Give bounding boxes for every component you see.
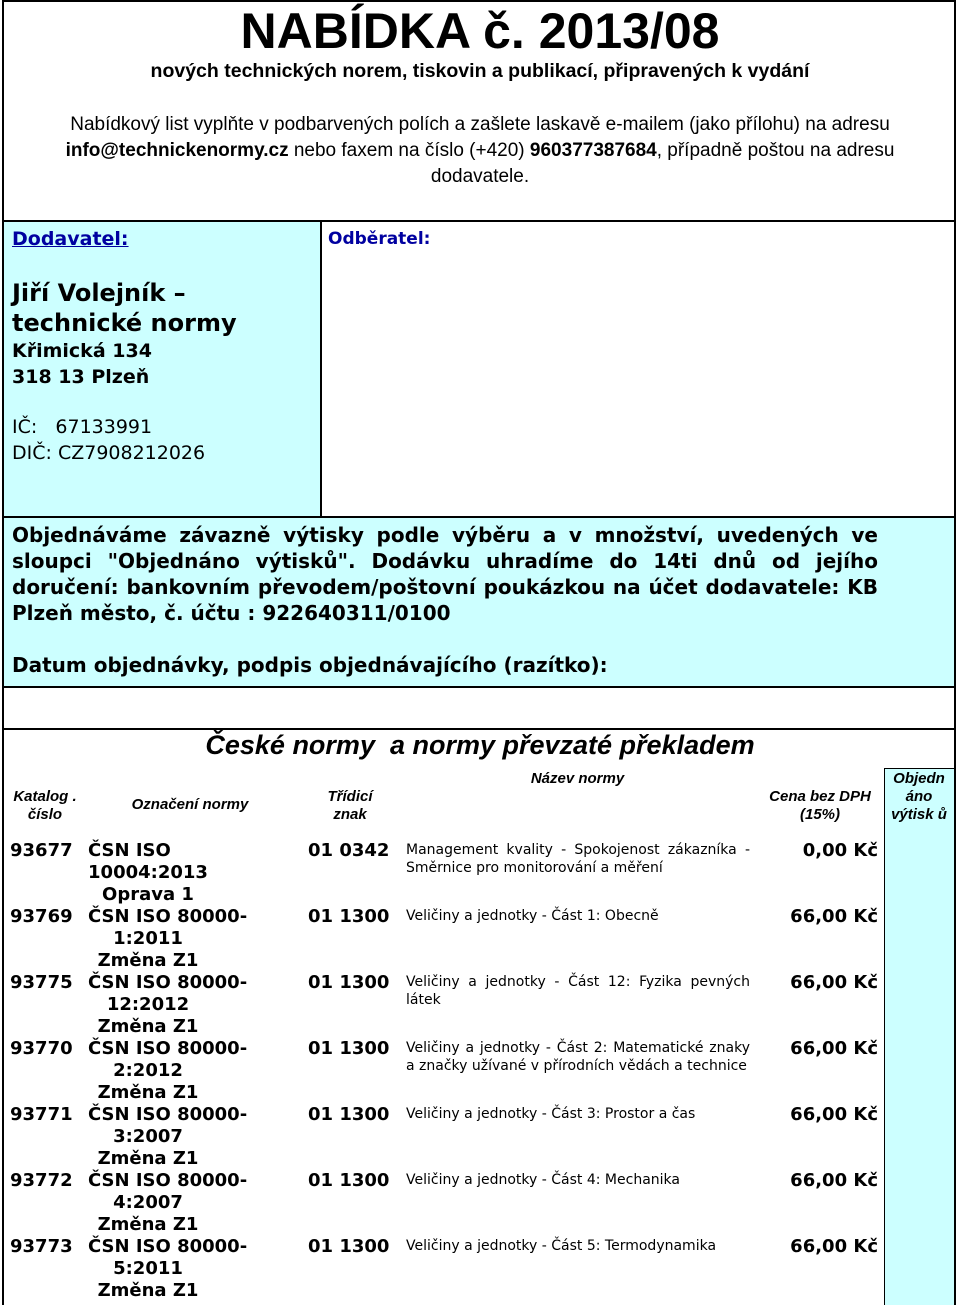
supplier-name-2: technické normy xyxy=(12,309,237,337)
classification-code: 01 1300 xyxy=(308,1170,390,1191)
price: 66,00 Kč xyxy=(790,1170,878,1191)
catalog-number: 93677 xyxy=(10,840,73,861)
price: 66,00 Kč xyxy=(790,906,878,927)
price: 66,00 Kč xyxy=(790,1038,878,1059)
catalog-number: 93771 xyxy=(10,1104,73,1125)
header-price: Cena bez DPH (15%) xyxy=(769,788,871,823)
header-name: Název normy xyxy=(530,770,625,787)
price: 66,00 Kč xyxy=(790,1104,878,1125)
norm-designation-line: Změna Z1 xyxy=(97,1082,199,1103)
norm-designation-line: 4:2007 xyxy=(113,1192,183,1213)
supplier-box xyxy=(2,220,322,518)
catalog-number: 93773 xyxy=(10,1236,73,1257)
order-box xyxy=(2,516,956,688)
intro-part-1: Nabídkový list vyplňte v podbarvených polích a zašlete laskavě e-mailem (jako přílohu) na adresu xyxy=(70,114,890,135)
norm-designation-line: 12:2012 xyxy=(106,994,190,1015)
norm-designation-line: 3:2007 xyxy=(113,1126,183,1147)
norm-designation-line: 2:2012 xyxy=(113,1060,183,1081)
classification-code: 01 1300 xyxy=(308,1038,390,1059)
order-date-label: Datum objednávky, podpis objednávajícího (razítko): xyxy=(12,653,608,677)
supplier-ic: IČ: 67133991 xyxy=(12,416,153,438)
price: 66,00 Kč xyxy=(790,1236,878,1257)
norm-name: Veličiny a jednotky - Část 4: Mechanika xyxy=(406,1172,680,1188)
customer-label: Odběratel: xyxy=(328,229,431,249)
supplier-dic: DIČ: CZ7908212026 xyxy=(12,442,206,464)
header-ordered: Objedn áno výtisk ů xyxy=(891,770,947,823)
norm-name: Veličiny a jednotky - Část 1: Obecně xyxy=(406,908,659,924)
norm-designation-line: ČSN ISO 80000- xyxy=(88,972,248,993)
norm-name: Veličiny a jednotky - Část 2: Matematické znaky a značky užívané v přírodních vědách a technice xyxy=(406,1040,750,1074)
intro-part-3: , případně poštou na adresu dodavatele. xyxy=(430,140,895,187)
catalog-number: 93770 xyxy=(10,1038,73,1059)
ordered-col-left xyxy=(884,768,885,1305)
norm-designation-line: Změna Z1 xyxy=(97,1214,199,1235)
supplier-street: Křimická 134 xyxy=(12,340,152,362)
header-catalog: Katalog . číslo xyxy=(13,788,77,823)
norm-designation-line: Změna Z1 xyxy=(97,1280,199,1301)
norm-designation-line: 10004:2013 xyxy=(88,862,208,883)
email-link[interactable]: info@technickenormy.cz xyxy=(65,140,289,161)
norm-designation-line: 1:2011 xyxy=(113,928,183,949)
classification-code: 01 0342 xyxy=(308,840,390,861)
norm-name: Veličiny a jednotky - Část 3: Prostor a čas xyxy=(406,1106,696,1122)
norm-designation-line: Změna Z1 xyxy=(97,1016,199,1037)
norm-designation-line: ČSN ISO 80000- xyxy=(88,1038,248,1059)
norm-designation-line: ČSN ISO 80000- xyxy=(88,1104,248,1125)
page-subtitle: nových technických norem, tiskovin a publikací, připravených k vydání xyxy=(150,60,810,82)
instructions-text xyxy=(20,112,940,190)
supplier-name-1: Jiří Volejník – xyxy=(12,279,186,307)
classification-code: 01 1300 xyxy=(308,972,390,993)
supplier-city: 318 13 Plzeň xyxy=(12,366,150,388)
ordered-column[interactable] xyxy=(884,768,954,1305)
catalog-number: 93772 xyxy=(10,1170,73,1191)
page-title: NABÍDKA č. 2013/08 xyxy=(240,3,720,59)
norm-name: Management kvality - Spokojenost zákazníka - Směrnice pro monitorování a měření xyxy=(406,842,750,876)
order-statement: Objednáváme závazně výtisky podle výběru a v množství, uvedených ve sloupci "Objednáno výtisků". Dodávku uhradíme do 14ti dnů od jejího doručení: bankovním převodem/poštovní poukázkou na účet dodavatele: KB Plzeň město, č. účtu : 922640311/0100 xyxy=(12,523,878,625)
norm-name: Veličiny a jednotky - Část 5: Termodynamika xyxy=(406,1238,717,1254)
norm-designation-line: ČSN ISO xyxy=(88,840,171,861)
norm-designation-line: Změna Z1 xyxy=(97,1148,199,1169)
price: 66,00 Kč xyxy=(790,972,878,993)
header-designation: Označení normy xyxy=(131,796,249,813)
table-section-title: České normy a normy převzaté překladem xyxy=(205,730,755,760)
norm-designation-line: 5:2011 xyxy=(113,1258,183,1279)
header-class: Třídicí znak xyxy=(327,788,373,823)
norm-designation-line: ČSN ISO 80000- xyxy=(88,1170,248,1191)
classification-code: 01 1300 xyxy=(308,906,390,927)
classification-code: 01 1300 xyxy=(308,1236,390,1257)
signature-field[interactable] xyxy=(2,686,956,730)
classification-code: 01 1300 xyxy=(308,1104,390,1125)
ordered-col-top xyxy=(884,768,956,769)
fax-number: 960377387684 xyxy=(529,140,657,161)
supplier-label: Dodavatel: xyxy=(12,228,129,250)
catalog-number: 93769 xyxy=(10,906,73,927)
norm-designation-line: Změna Z1 xyxy=(97,950,199,971)
price: 0,00 Kč xyxy=(802,840,878,861)
norm-designation-line: ČSN ISO 80000- xyxy=(88,906,248,927)
intro-part-2: nebo faxem na číslo (+420) xyxy=(288,140,530,161)
norm-designation-line: Oprava 1 xyxy=(102,884,194,905)
catalog-number: 93775 xyxy=(10,972,73,993)
customer-box[interactable] xyxy=(320,220,956,518)
norm-name: Veličiny a jednotky - Část 12: Fyzika pevných látek xyxy=(406,974,750,1008)
norm-designation-line: ČSN ISO 80000- xyxy=(88,1236,248,1257)
